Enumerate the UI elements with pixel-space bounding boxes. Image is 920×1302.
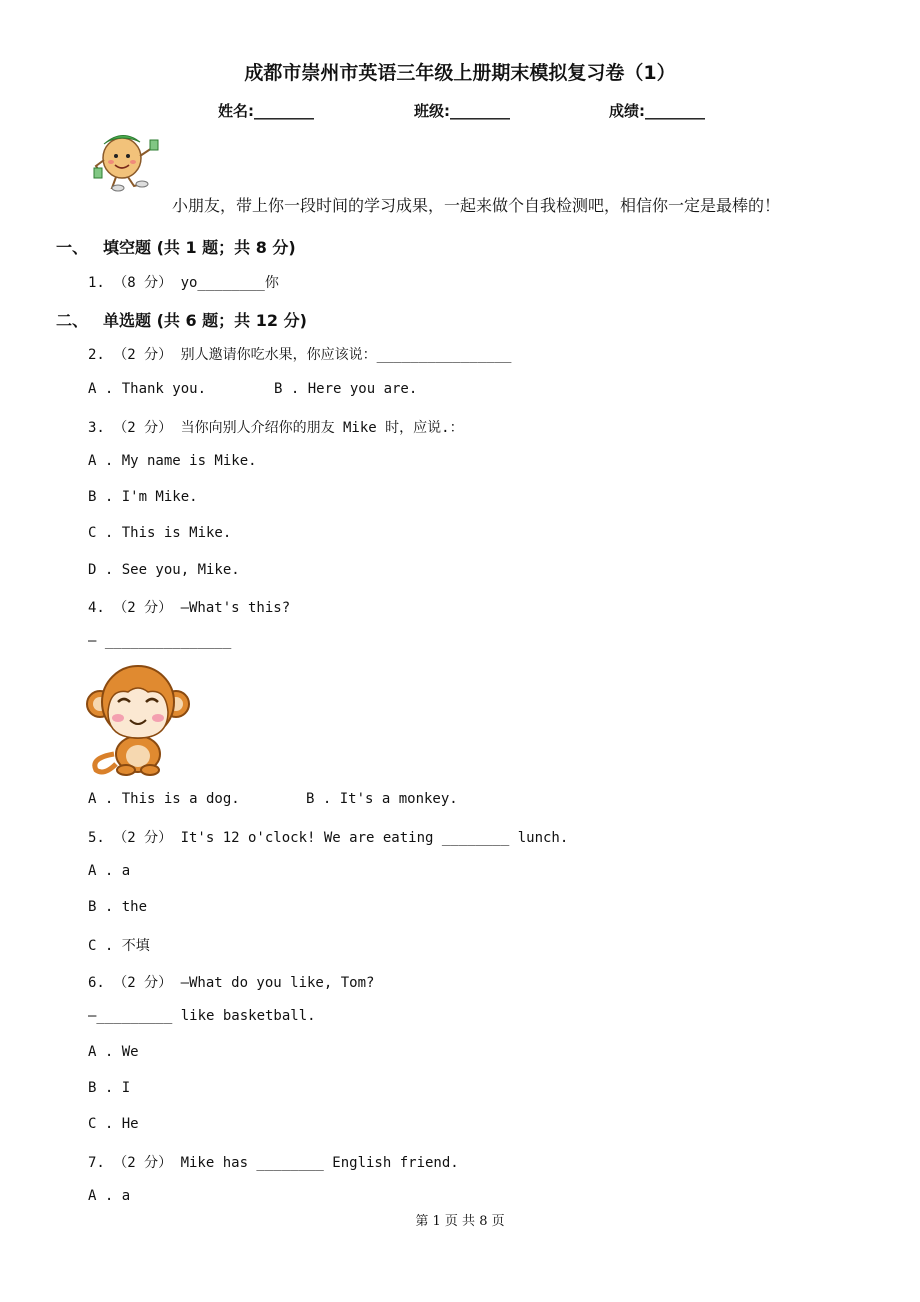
answer-blank: — _______________ <box>88 633 232 649</box>
option-b: B . I'm Mike. <box>88 489 198 505</box>
option-a: A . Thank you. <box>88 381 207 397</box>
question-text: 3. （2 分） 当你向别人介绍你的朋友 Mike 时，应说.： <box>88 420 464 436</box>
section-number: 二、 <box>56 311 89 330</box>
score-field: 成绩:________ <box>609 102 705 120</box>
option-a: A . This is a dog. <box>88 791 240 807</box>
option-b: B . It's a monkey. <box>306 791 458 807</box>
intro-text: 小朋友，带上你一段时间的学习成果，一起来做个自我检测吧，相信你一定是最棒的！ <box>172 196 781 215</box>
section-title: 单选题 (共 6 题；共 12 分) <box>103 311 307 330</box>
section-title: 填空题 (共 1 题；共 8 分) <box>103 238 296 257</box>
option-c: C . This is Mike. <box>88 525 232 541</box>
mascot-illustration <box>92 130 168 196</box>
name-field: 姓名:________ <box>218 102 314 120</box>
question-text: 6. （2 分） —What do you like, Tom? <box>88 975 375 991</box>
question-text: 7. （2 分） Mike has ________ English friend. <box>88 1155 459 1171</box>
option-a: A . a <box>88 863 131 879</box>
option-a: A . My name is Mike. <box>88 453 257 469</box>
question-text: 5. （2 分） It's 12 o'clock! We are eating ________ lunch. <box>88 830 569 846</box>
question-text: 4. （2 分） —What's this? <box>88 600 291 616</box>
section-number: 一、 <box>56 238 89 257</box>
monkey-illustration <box>86 662 190 776</box>
option-a: A . a <box>88 1188 131 1204</box>
page-footer: 第 1 页 共 8 页 <box>415 1214 505 1229</box>
option-b: B . Here you are. <box>274 381 418 397</box>
page-title: 成都市崇州市英语三年级上册期末模拟复习卷（1） <box>244 62 676 84</box>
option-b: B . the <box>88 899 148 915</box>
option-d: D . See you, Mike. <box>88 562 240 578</box>
option-b: B . I <box>88 1080 131 1096</box>
question-text: 2. （2 分） 别人邀请你吃水果，你应该说：________________ <box>88 347 512 363</box>
class-field: 班级:________ <box>414 102 510 120</box>
question-text: 1. （8 分） yo________你 <box>88 275 279 291</box>
option-c: C . 不填 <box>88 938 150 954</box>
option-a: A . We <box>88 1044 139 1060</box>
option-c: C . He <box>88 1116 139 1132</box>
answer-line: —_________ like basketball. <box>88 1008 316 1024</box>
